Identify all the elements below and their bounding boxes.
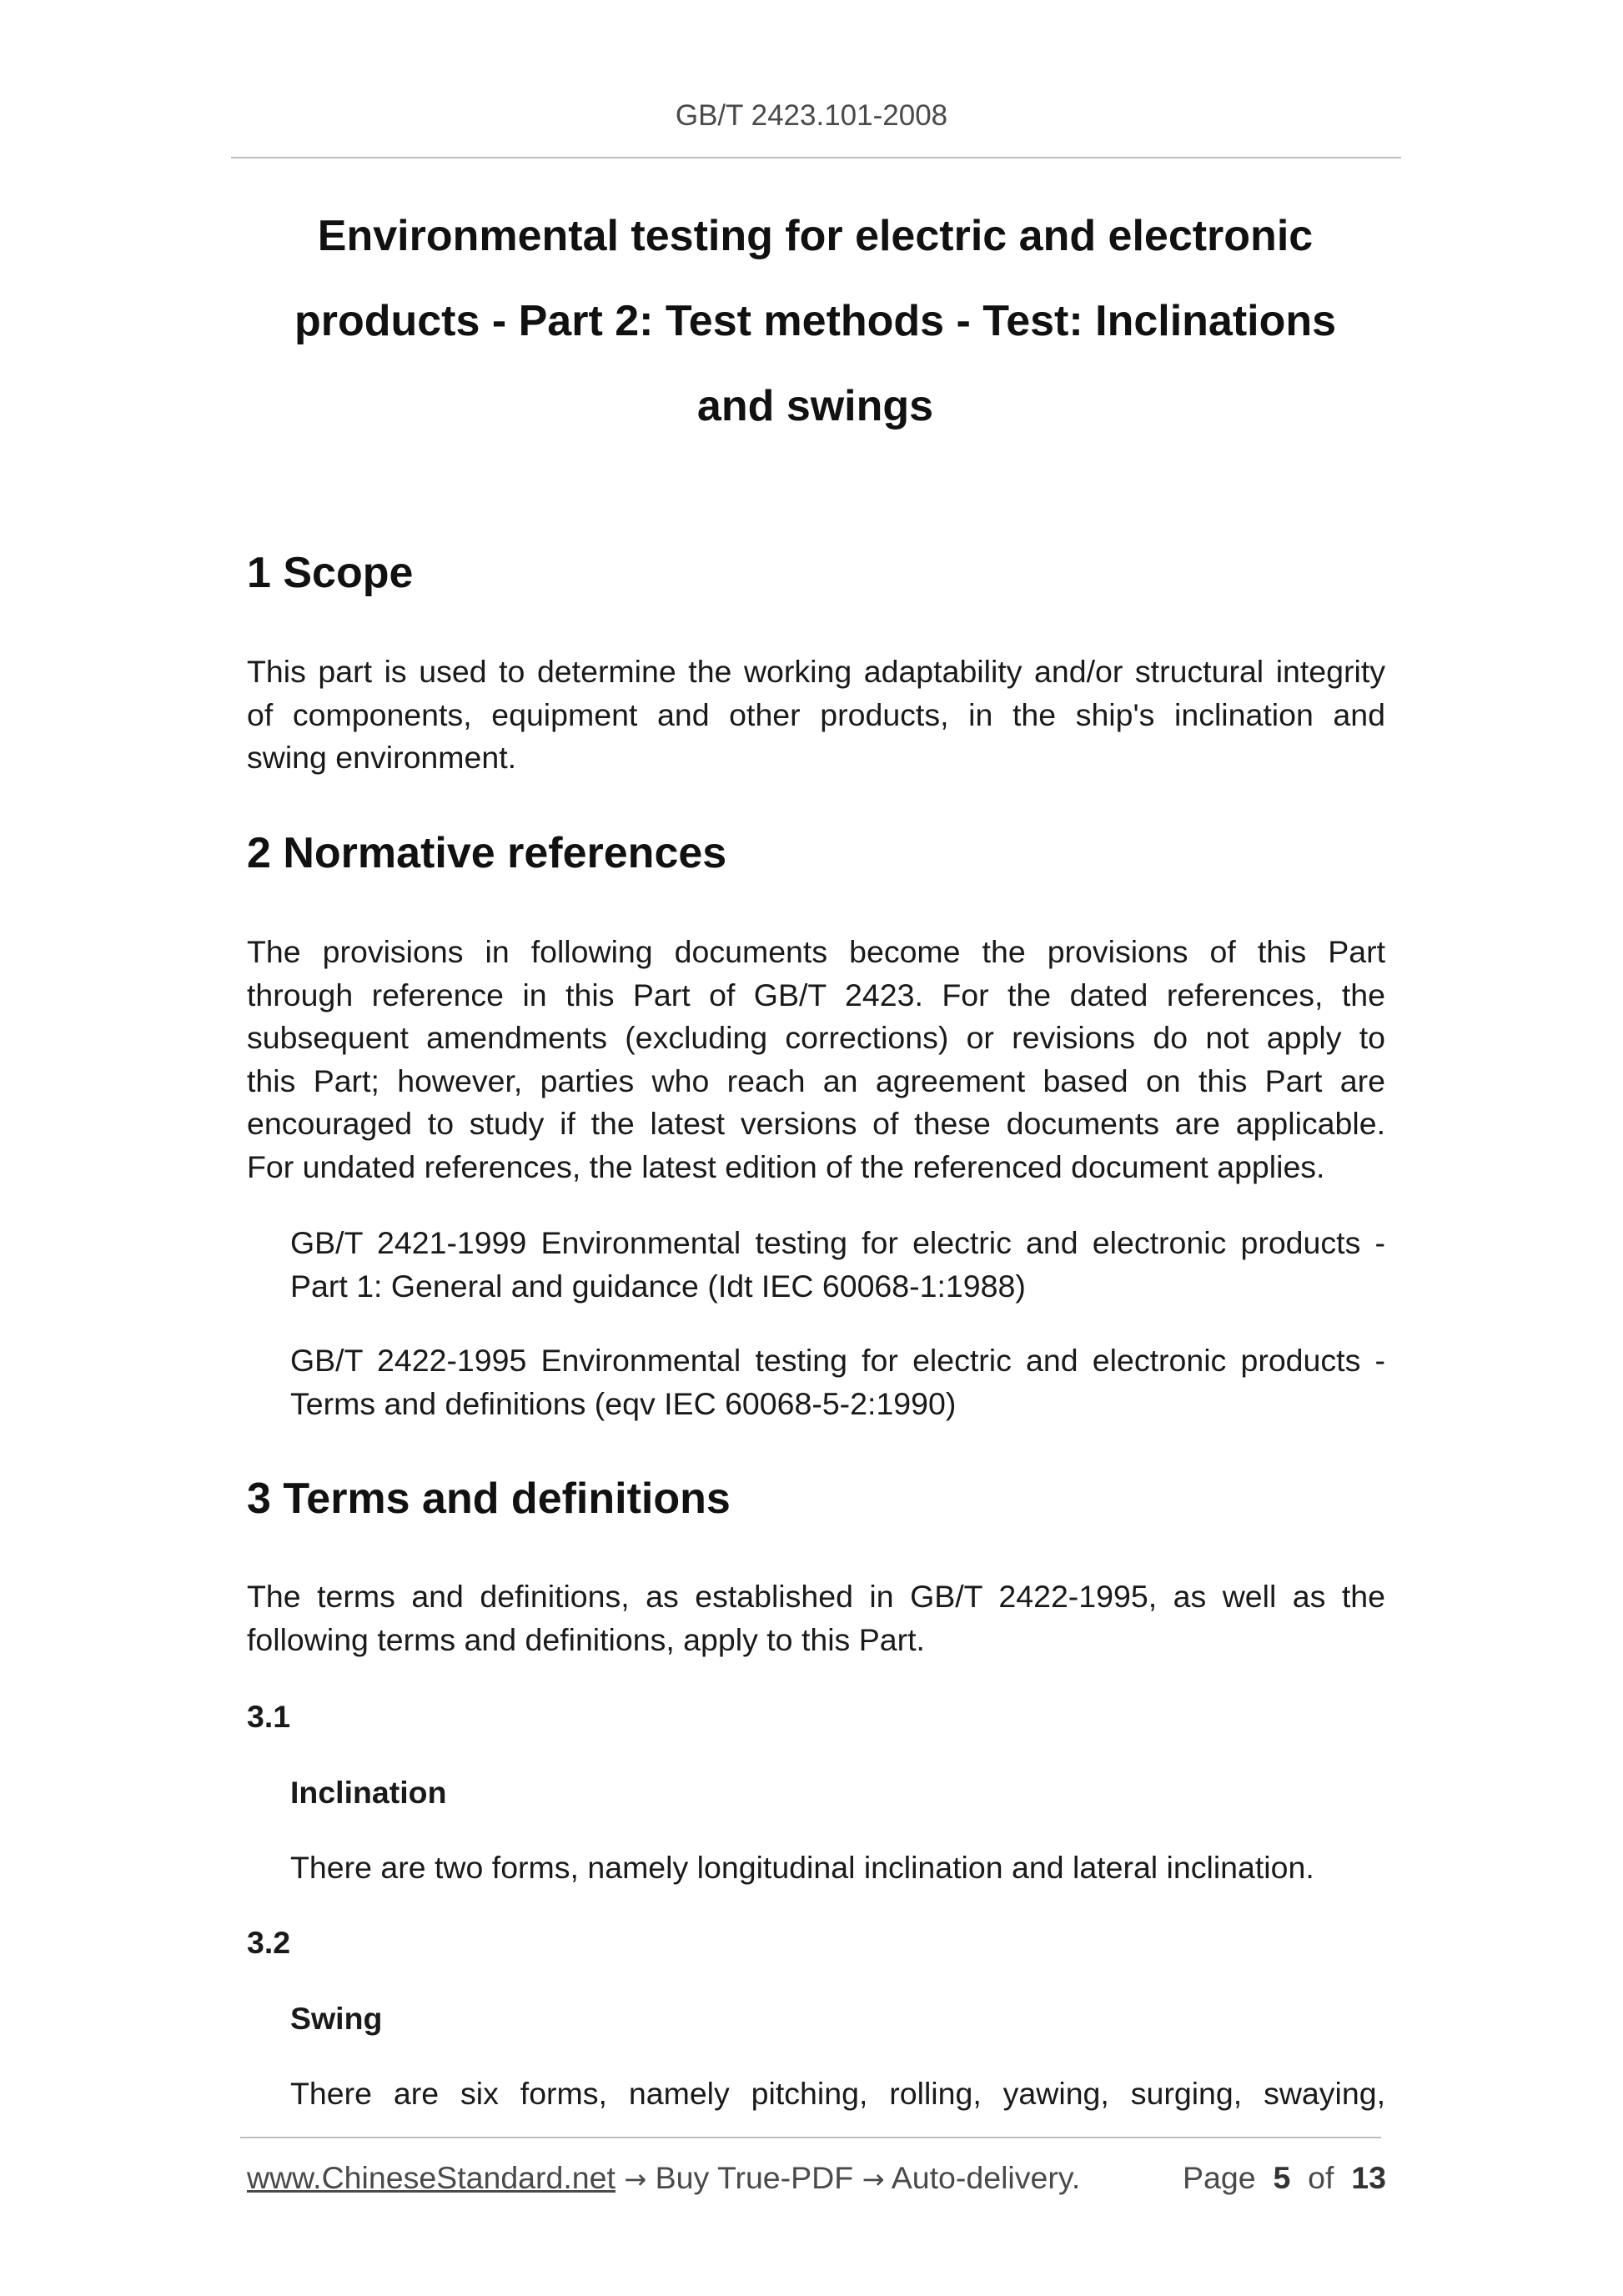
text-line: For undated references, the latest edition of the referenced document applies. bbox=[247, 1148, 1325, 1184]
text-line: GB/T 2421-1999 Environmental testing for electric and electronic products - bbox=[290, 1225, 1385, 1260]
text-line: this Part; however, parties who reach an agreement based on this Part are bbox=[247, 1063, 1385, 1098]
term-number: 3.2 bbox=[247, 1925, 291, 1960]
page-number: 5 bbox=[1273, 2160, 1291, 2195]
footer-promo bbox=[247, 2157, 1080, 2200]
document-title bbox=[209, 193, 1422, 449]
website-link[interactable]: www.ChineseStandard.net bbox=[247, 2160, 616, 2195]
title-line: Environmental testing for electric and electronic bbox=[317, 212, 1314, 260]
page-label: Page bbox=[1183, 2160, 1256, 2195]
term-name: Swing bbox=[290, 2001, 383, 2036]
references-paragraph bbox=[247, 931, 1385, 1188]
running-header: GB/T 2423.101-2008 bbox=[675, 99, 948, 132]
reference-item bbox=[290, 1339, 1385, 1425]
text-line: encouraged to study if the latest versions of these documents are applicable. bbox=[247, 1106, 1385, 1141]
arrow-right-icon: → bbox=[862, 2163, 885, 2195]
page-indicator bbox=[1183, 2157, 1386, 2198]
term-name: Inclination bbox=[290, 1775, 447, 1810]
text-line: following terms and definitions, apply to this Part. bbox=[247, 1621, 925, 1657]
delivery-text: Auto-delivery. bbox=[891, 2160, 1081, 2195]
of-label: of bbox=[1308, 2160, 1334, 2195]
text-line: through reference in this Part of GB/T 2423. For the dated references, the bbox=[247, 977, 1385, 1012]
section-heading-scope: 1 Scope bbox=[247, 549, 414, 597]
scope-paragraph bbox=[247, 651, 1385, 780]
footer-divider bbox=[240, 2137, 1381, 2138]
section-heading-terms: 3 Terms and definitions bbox=[247, 1475, 731, 1523]
total-pages: 13 bbox=[1351, 2160, 1386, 2195]
text-line: of components, equipment and other products, in the ship's inclination and bbox=[247, 696, 1385, 732]
title-line: and swings bbox=[696, 382, 934, 430]
arrow-right-icon: → bbox=[624, 2163, 647, 2195]
text-line: The terms and definitions, as established in GB/T 2422-1995, as well as the bbox=[247, 1579, 1385, 1614]
reference-item bbox=[290, 1222, 1385, 1308]
term-definition bbox=[290, 2072, 1385, 2116]
text-line: swing environment. bbox=[247, 740, 517, 775]
text-line: There are six forms, namely pitching, rolling, yawing, surging, swaying, bbox=[290, 2076, 1385, 2111]
text-line: The provisions in following documents become the provisions of this Part bbox=[247, 934, 1385, 969]
text-line: This part is used to determine the working adaptability and/or structural integrity bbox=[247, 654, 1385, 689]
buy-text: Buy True-PDF bbox=[655, 2160, 854, 2195]
section-heading-normative-references: 2 Normative references bbox=[247, 829, 727, 877]
text-line: Terms and definitions (eqv IEC 60068-5-2:1990) bbox=[290, 1385, 957, 1421]
title-line: products - Part 2: Test methods - Test: Inclinations bbox=[294, 297, 1337, 345]
terms-paragraph bbox=[247, 1575, 1385, 1661]
header-divider bbox=[231, 157, 1401, 158]
term-definition: There are two forms, namely longitudinal inclination and lateral inclination. bbox=[290, 1850, 1314, 1885]
term-number: 3.1 bbox=[247, 1699, 291, 1734]
text-line: Part 1: General and guidance (Idt IEC 60068-1:1988) bbox=[290, 1268, 1026, 1304]
text-line: GB/T 2422-1995 Environmental testing for electric and electronic products - bbox=[290, 1343, 1385, 1378]
text-line: subsequent amendments (excluding corrections) or revisions do not apply to bbox=[247, 1020, 1385, 1055]
